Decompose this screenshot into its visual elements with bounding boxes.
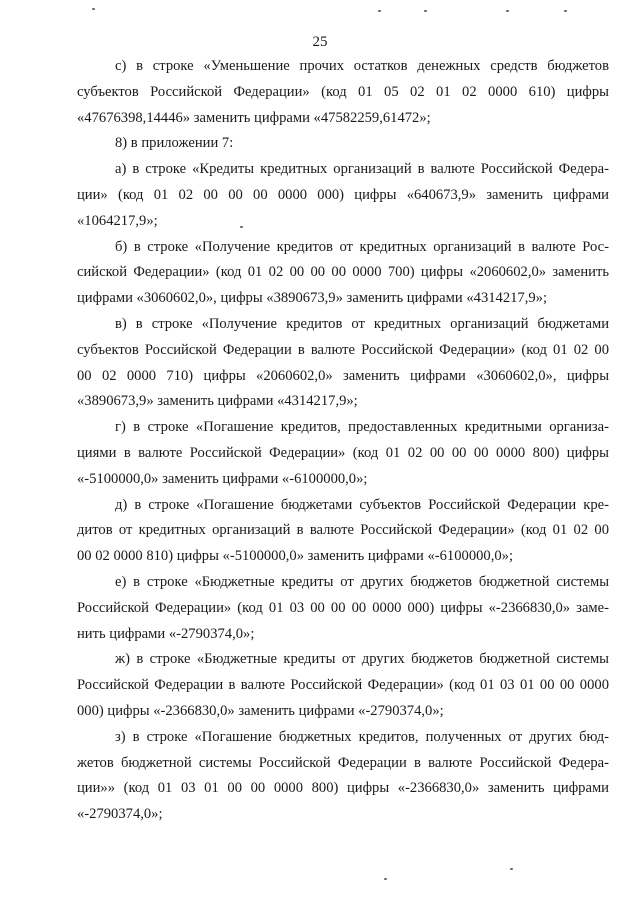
text-line: «-5100000,0» заменить цифрами «-6100000,0»; — [77, 470, 368, 487]
text-line: в) в строке «Получение кредитов от кредитных организаций бюджетами — [115, 315, 609, 332]
scan-speck — [424, 10, 427, 12]
scan-speck — [92, 8, 95, 10]
document-body — [77, 54, 609, 828]
text-line: а) в строке «Кредиты кредитных организаций в валюте Российской Федера- — [115, 161, 609, 178]
paragraph — [77, 493, 609, 570]
page-number: 25 — [312, 34, 328, 50]
paragraph — [77, 647, 609, 724]
paragraph — [77, 54, 609, 131]
paragraph — [77, 131, 609, 157]
scan-speck — [564, 10, 567, 12]
text-line: 000) цифры «-2366830,0» заменить цифрами «-2790374,0»; — [77, 702, 444, 719]
text-line: 8) в приложении 7: — [115, 135, 234, 152]
text-line: цифрами «3060602,0», цифры «3890673,9» заменить цифрами «4314217,9»; — [77, 290, 548, 307]
paragraph — [77, 570, 609, 647]
text-line: ции» (код 01 02 00 00 00 0000 000) цифры «640673,9» заменить цифрами — [77, 186, 609, 203]
text-line: г) в строке «Погашение кредитов, предоставленных кредитными организа- — [115, 419, 609, 436]
text-line: «-2790374,0»; — [77, 806, 163, 823]
text-line: з) в строке «Погашение бюджетных кредитов, полученных от других бюд- — [115, 728, 609, 745]
text-line: Российской Федерации в валюте Российской Федерации» (код 01 03 01 00 00 0000 — [77, 677, 609, 694]
text-line: сийской Федерации» (код 01 02 00 00 00 0000 700) цифры «2060602,0» заменить — [77, 264, 609, 281]
text-line: 00 02 0000 710) цифры «2060602,0» заменить цифрами «3060602,0», цифры — [77, 367, 609, 384]
scan-speck — [384, 878, 387, 880]
paragraph — [77, 157, 609, 234]
text-line: дитов от кредитных организаций в валюте Российской Федерации» (код 01 02 00 — [77, 522, 609, 539]
text-line: д) в строке «Погашение бюджетами субъектов Российской Федерации кре- — [115, 496, 609, 513]
scan-speck — [378, 10, 381, 12]
text-line: «47676398,14446» заменить цифрами «47582259,61472»; — [77, 109, 431, 126]
text-line: с) в строке «Уменьшение прочих остатков денежных средств бюджетов — [115, 58, 609, 74]
text-line: е) в строке «Бюджетные кредиты от других бюджетов бюджетной системы — [115, 573, 609, 590]
scan-speck — [506, 10, 509, 12]
text-line: субъектов Российской Федерации в валюте Российской Федерации» (код 01 02 00 — [77, 341, 609, 358]
paragraph — [77, 235, 609, 312]
text-line: субъектов Российской Федерации» (код 01 05 02 01 02 0000 610) цифры — [77, 83, 609, 100]
text-line: Российской Федерации» (код 01 03 00 00 00 0000 000) цифры «-2366830,0» заме- — [77, 599, 609, 616]
text-line: нить цифрами «-2790374,0»; — [77, 625, 255, 642]
text-line: б) в строке «Получение кредитов от кредитных организаций в валюте Рос- — [115, 238, 609, 255]
text-line: 00 02 0000 810) цифры «-5100000,0» заменить цифрами «-6100000,0»; — [77, 548, 514, 565]
text-line: ж) в строке «Бюджетные кредиты от других бюджетов бюджетной системы — [115, 651, 609, 668]
text-line: «1064217,9»; — [77, 212, 158, 229]
paragraph — [77, 725, 609, 828]
text-line: ции»» (код 01 03 01 00 00 0000 800) цифры «-2366830,0» заменить цифрами — [77, 780, 609, 797]
paragraph — [77, 415, 609, 492]
text-line: жетов бюджетной системы Российской Федерации в валюте Российской Федера- — [77, 754, 609, 771]
scan-speck — [510, 868, 513, 870]
paragraph — [77, 312, 609, 415]
text-line: циями в валюте Российской Федерации» (код 01 02 00 00 00 0000 800) цифры — [77, 444, 609, 461]
text-line: «3890673,9» заменить цифрами «4314217,9»; — [77, 393, 358, 410]
